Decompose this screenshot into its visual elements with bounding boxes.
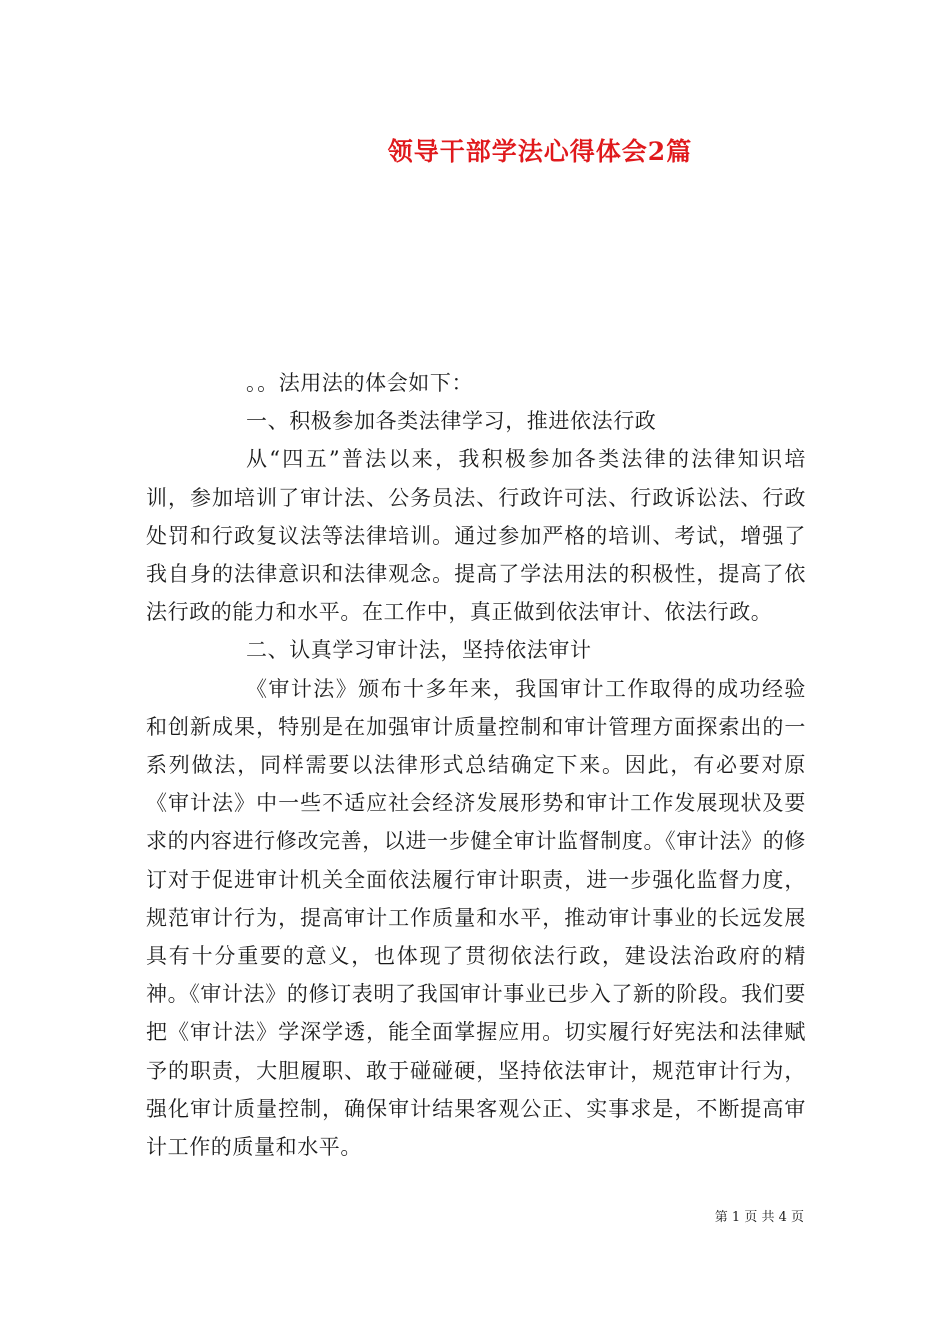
paragraph-section-1: 从“四五”普法以来，我积极参加各类法律的法律知识培训，参加培训了审计法、公务员法、行政许可法、行政诉讼法、行政处罚和行政复议法等法律培训。通过参加严格的培训、考试，增强了我自身的法律意识和法律观念。提高了学法用法的积极性，提高了依法行政的能力和水平。在工作中，真正做到依法审计、依法行政。 [146, 447, 806, 625]
page-number-footer: 第 1 页 共 4 页 [714, 1210, 804, 1225]
document-title: 领导干部学法心得体会2篇 [387, 137, 693, 166]
paragraph-section-2: 《审计法》颁布十多年来，我国审计工作取得的成功经验和创新成果，特别是在加强审计质量控制和审计管理方面探索出的一系列做法，同样需要以法律形式总结确定下来。因此，有必要对原《审计法》中一些不适应社会经济发展形势和审计工作发展现状及要求的内容进行修改完善，以进一步健全审计监督制度。《审计法》的修订对于促进审计机关全面依法履行审计职责，进一步强化监督力度，规范审计行为，提高审计工作质量和水平，推动审计事业的长远发展具有十分重要的意义，也体现了贯彻依法行政，建设法治政府的精神。《审计法》的修订表明了我国审计事业已步入了新的阶段。我们要把《审计法》学深学透，能全面掌握应用。切实履行好宪法和法律赋予的职责，大胆履职、敢于碰碰硬，坚持依法审计，规范审计行为，强化审计质量控制，确保审计结果客观公正、实事求是，不断提高审计工作的质量和水平。 [146, 676, 806, 1160]
section-heading-1: 一、积极参加各类法律学习，推进依法行政 [246, 409, 657, 434]
paragraph-intro: 。。法用法的体会如下： [246, 371, 474, 395]
section-heading-2: 二、认真学习审计法，坚持依法审计 [246, 638, 592, 663]
document-body [146, 364, 806, 1166]
